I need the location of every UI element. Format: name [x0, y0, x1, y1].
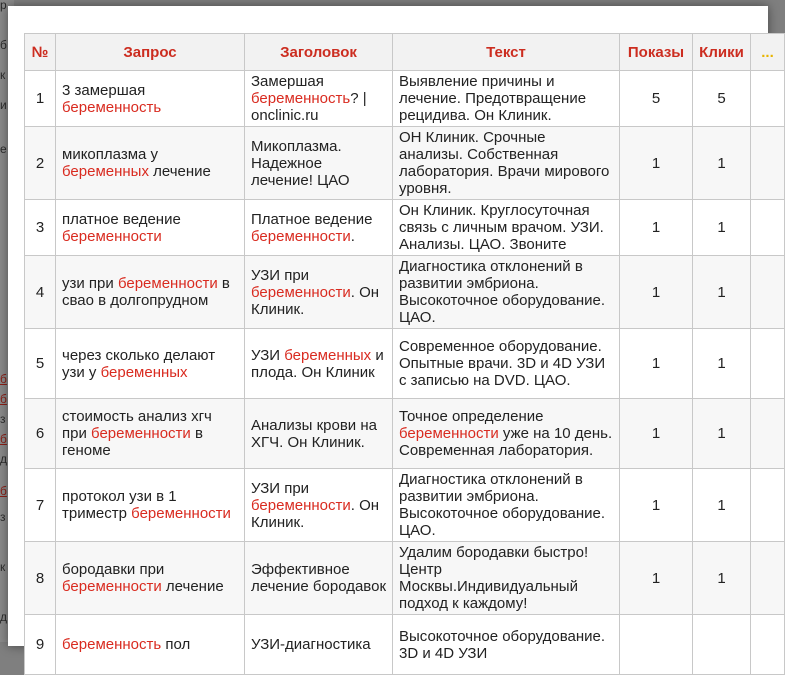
cell-text — [393, 127, 620, 200]
cell-text — [393, 542, 620, 615]
text-segment: в геноме — [62, 425, 203, 459]
cell-query — [56, 542, 245, 615]
cell-title — [245, 399, 393, 469]
cell-num: 7 — [25, 469, 56, 542]
cell-title — [245, 542, 393, 615]
text-segment: УЗИ при — [251, 266, 310, 284]
cell-text — [393, 200, 620, 256]
text-segment: платное ведение — [62, 210, 181, 228]
background-link-fragment[interactable]: б — [0, 392, 7, 406]
queries-table — [24, 33, 785, 675]
highlighted-keyword: беременности — [251, 283, 351, 301]
highlighted-keyword: беременности — [117, 275, 218, 292]
cell-num: 8 — [25, 542, 56, 615]
highlighted-keyword: беременных — [100, 363, 188, 381]
text-segment: лечение — [148, 163, 211, 180]
cell-query — [56, 71, 245, 127]
cell-extra — [751, 469, 785, 542]
text-segment: пол — [161, 636, 191, 653]
cell-title — [245, 71, 393, 127]
highlighted-keyword: беременности — [251, 496, 351, 514]
text-segment: УЗИ — [251, 346, 285, 364]
cell-clicks: 1 — [693, 542, 751, 615]
cell-num: 4 — [25, 256, 56, 329]
cell-title — [245, 615, 393, 675]
cell-extra — [751, 542, 785, 615]
cell-clicks: 1 — [693, 256, 751, 329]
highlighted-keyword: беременных — [62, 163, 149, 180]
cell-shows: 1 — [620, 469, 693, 542]
cell-query — [56, 329, 245, 399]
cell-query — [56, 127, 245, 200]
highlighted-keyword: беременность — [62, 98, 162, 116]
text-segment: Удалим бородавки быстро! Центр Москвы.Индивидуальный подход к каждому! — [399, 544, 589, 612]
text-segment: через сколько делают узи у — [62, 346, 216, 381]
cell-extra — [751, 256, 785, 329]
table-row[interactable] — [25, 469, 785, 542]
column-header-num[interactable]: № — [25, 34, 56, 71]
text-segment: Анализы крови на ХГЧ. Он Клиник. — [251, 416, 377, 451]
table-row[interactable] — [25, 200, 785, 256]
text-segment: Замершая — [251, 73, 324, 90]
background-text-fragment: з — [0, 412, 6, 426]
background-text-fragment: е — [0, 142, 7, 156]
text-segment: УЗИ-диагностика — [251, 636, 371, 653]
text-segment: УЗИ при — [251, 479, 310, 497]
cell-clicks: 1 — [693, 469, 751, 542]
cell-clicks: 5 — [693, 71, 751, 127]
cell-text — [393, 329, 620, 399]
text-segment: ? | onclinic.ru — [251, 90, 367, 124]
cell-title — [245, 469, 393, 542]
cell-num: 6 — [25, 399, 56, 469]
table-row[interactable] — [25, 542, 785, 615]
text-segment: ОН Клиник. Срочные анализы. Собственная лаборатория. Врачи мирового уровня. — [399, 129, 610, 197]
text-segment: . Он Клиник. — [251, 283, 380, 318]
text-segment: Диагностика отклонений в развитии эмбриона. Высокоточное оборудование. ЦАО. — [399, 471, 606, 539]
text-segment: . Он Клиник. — [251, 496, 380, 531]
text-segment: Микоплазма. Надежное лечение! ЦАО — [251, 137, 350, 189]
background-text-fragment: б — [0, 38, 7, 52]
cell-num: 5 — [25, 329, 56, 399]
cell-extra — [751, 71, 785, 127]
cell-shows: 1 — [620, 399, 693, 469]
text-segment: микоплазма у — [62, 146, 159, 163]
cell-text — [393, 469, 620, 542]
cell-query — [56, 469, 245, 542]
background-link-fragment[interactable]: б — [0, 484, 7, 498]
cell-shows: 1 — [620, 329, 693, 399]
cell-clicks: 1 — [693, 399, 751, 469]
highlighted-keyword: беременности — [62, 227, 162, 245]
text-segment: стоимость анализ хгч при — [62, 408, 212, 442]
cell-clicks: 1 — [693, 329, 751, 399]
cell-clicks: 1 — [693, 200, 751, 256]
text-segment: Эффективное лечение бородавок — [251, 561, 387, 595]
cell-num: 9 — [25, 615, 56, 675]
background-text-fragment: з — [0, 510, 6, 524]
background-text-fragment: к — [0, 560, 6, 574]
text-segment: Современное оборудование. Опытные врачи. 3D и 4D УЗИ с записью на DVD. ЦАО. — [399, 338, 606, 389]
cell-num: 2 — [25, 127, 56, 200]
background-text-fragment: к — [0, 68, 6, 82]
cell-shows: 1 — [620, 200, 693, 256]
text-segment: Выявление причины и лечение. Предотвращение рецидива. Он Клиник. — [399, 73, 587, 124]
text-segment: Точное определение — [399, 408, 544, 425]
text-segment: Он Клиник. Круглосуточная связь с личным врачом. УЗИ. Анализы. ЦАО. Звоните — [399, 202, 604, 253]
highlighted-keyword: беременности — [399, 425, 499, 442]
cell-title — [245, 200, 393, 256]
cell-query — [56, 399, 245, 469]
column-header-extra[interactable]: ... — [751, 34, 785, 71]
highlighted-keyword: беременность — [62, 636, 162, 653]
cell-num: 1 — [25, 71, 56, 127]
cell-extra — [751, 329, 785, 399]
column-header-clicks[interactable]: Клики — [693, 34, 751, 71]
text-segment: уже на 10 день. Современная лаборатория. — [399, 425, 613, 459]
cell-extra — [751, 127, 785, 200]
text-segment: . — [350, 227, 355, 245]
background-text-fragment: д — [0, 452, 8, 466]
column-header-title[interactable]: Заголовок — [245, 34, 393, 71]
text-segment: Диагностика отклонений в развитии эмбриона. Высокоточное оборудование. ЦАО. — [399, 258, 606, 326]
cell-text — [393, 71, 620, 127]
highlighted-keyword: беременности — [131, 505, 231, 522]
highlighted-keyword: беременность — [251, 90, 351, 107]
cell-extra — [751, 615, 785, 675]
cell-query — [56, 615, 245, 675]
highlighted-keyword: беременных — [284, 346, 372, 364]
text-segment: Высокоточное оборудование. 3D и 4D УЗИ — [399, 627, 606, 662]
text-segment: в свао в долгопрудном — [62, 275, 230, 309]
column-header-query[interactable]: Запрос — [56, 34, 245, 71]
cell-shows: 1 — [620, 127, 693, 200]
highlighted-keyword: беременности — [91, 425, 191, 442]
cell-shows: 1 — [620, 256, 693, 329]
table-row[interactable] — [25, 127, 785, 200]
cell-extra — [751, 399, 785, 469]
cell-extra — [751, 200, 785, 256]
text-segment: 3 замершая — [62, 81, 146, 99]
cell-query — [56, 256, 245, 329]
table-header-row — [25, 34, 785, 71]
cell-text — [393, 399, 620, 469]
cell-query — [56, 200, 245, 256]
text-segment: протокол узи в 1 триместр — [62, 488, 177, 522]
cell-shows — [620, 615, 693, 675]
column-header-text[interactable]: Текст — [393, 34, 620, 71]
table-row[interactable] — [25, 329, 785, 399]
cell-clicks — [693, 615, 751, 675]
cell-title — [245, 256, 393, 329]
cell-title — [245, 127, 393, 200]
highlighted-keyword: беременности — [251, 227, 351, 245]
table-row[interactable] — [25, 615, 785, 675]
modal-dialog — [8, 6, 774, 662]
text-segment: и плода. Он Клиник — [251, 346, 384, 381]
background-link-fragment[interactable]: б — [0, 372, 7, 386]
text-segment: узи при — [62, 275, 118, 292]
table-row[interactable] — [25, 256, 785, 329]
cell-shows: 5 — [620, 71, 693, 127]
background-link-fragment[interactable]: б — [0, 432, 7, 446]
highlighted-keyword: беременности — [62, 578, 162, 595]
table-scroll-area[interactable] — [24, 33, 784, 662]
table-row[interactable] — [25, 399, 785, 469]
cell-num: 3 — [25, 200, 56, 256]
cell-text — [393, 256, 620, 329]
table-row[interactable] — [25, 71, 785, 127]
background-text-fragment: и — [0, 98, 7, 112]
text-segment: бородавки при — [62, 561, 165, 578]
text-segment: Платное ведение — [251, 210, 373, 228]
cell-title — [245, 329, 393, 399]
background-text-fragment: р — [0, 0, 7, 12]
column-header-shows[interactable]: Показы — [620, 34, 693, 71]
cell-shows: 1 — [620, 542, 693, 615]
cell-text — [393, 615, 620, 675]
cell-clicks: 1 — [693, 127, 751, 200]
text-segment: лечение — [161, 578, 224, 595]
background-text-fragment: д — [0, 610, 8, 624]
